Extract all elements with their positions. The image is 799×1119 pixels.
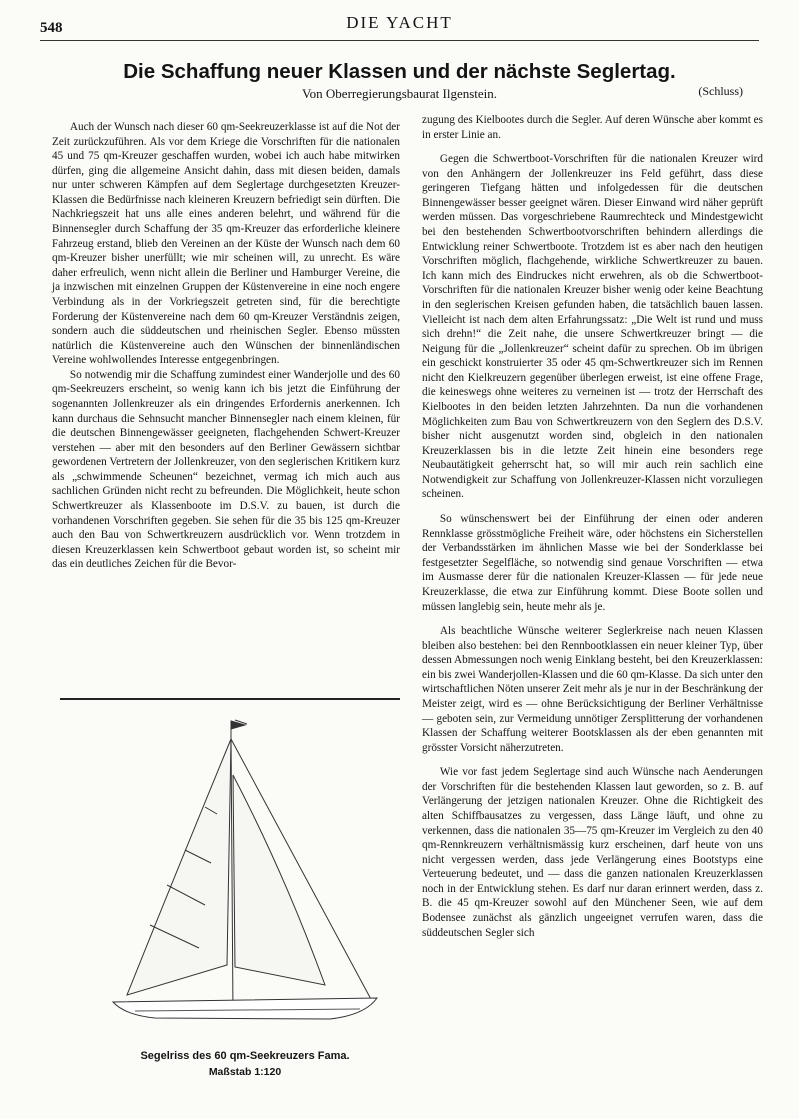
paragraph: Wie vor fast jedem Seglertage sind auch Wünsche nach Aenderungen der Vorschriften für die bestehenden Klassen laut geworden, so z. B. auf Verlängerung der jetzigen nationalen Kreuzer. Ohne die Richtigkeit des alten Schiffbausatzes zu vergessen, dass Länge läuft, und ohne zu verkennen, dass die nationalen 35—75 qm-Kreuzer im Vergleich zu den 40 qm-Rennkreuzern verhältnismässig kurz erscheinen, darf heute von uns nicht vergessen werden, dass jede Verlängerung eines Bootstyps eine Verteuerung bedeutet, und — dass die ganzen nationalen Kreuzerklassen noch in der Entwicklung stehen. Es darf nur daran erinnert werden, dass z. B. die 45 qm-Kreuzer sowohl auf den Münchener Seen, wie auf dem Bodensee zunächst als gänzlich ungeeignet verrufen waren, dass die süddeutschen Segler sich	[422, 766, 763, 939]
sail-plan-drawing	[95, 715, 395, 1037]
article-author: Von Oberregierungsbaurat Ilgenstein.	[301, 86, 498, 101]
left-column	[52, 120, 400, 572]
paragraph: Gegen die Schwertboot-Vorschriften für die nationalen Kreuzer wird von den Anhängern der Jollenkreuzer ins Feld geführt, dass diese geringeren Tiefgang hätten und infolgedessen für die deutschen Binnengewässer besser geeignet wären. Dieser Einwand wird näher geprüft werden müssen. Das vorgeschriebene Raumrechteck und Mindestgewicht bei den bestehenden Schwertbootvorschriften behindern allerdings die Entwicklung reiner Schwertboote. Trotzdem ist es aber nach den heutigen Vorschriften möglich, flachgehende, wirkliche Schwertkreuzer zu bauen. Ich kann mich des Eindruckes nicht erwehren, als ob die Schwertboot-Vorschriften für die nationalen Kreuzer bisher wenig oder keine Beachtung in den seglerischen Kreisen gefunden haben, die tatsächlich bauen lassen. Vielleicht ist nach dem alten Erfahrungssatz: „Die Welt ist rund und muss sich drehn!“ die Zeit nahe, die unsere Schwertkreuzer bringt — die Neigung für die „Jollenkreuzer“ scheint dafür zu sprechen. Ob im übrigen ein geschickt konstruierter 35 oder 45 qm-Schwertkreuzer sich im Rennen nicht den Kielkreuzern gegenüber überlegen erweist, ist eine offene Frage, die keineswegs ohne weiteres zu verneinen ist — trotz der Herrschaft des Kielbootes in den beiden letzten Jahrzehnten. Da nun die vorhandenen Möglichkeiten zum Bau von Schwertkreuzern von den Seglern des D.S.V. bisher nicht ausgenutzt worden sind, obgleich in den nationalen Kreuzerklassen bis in die letzte Zeit hinein eine besonders rege Neubautätigkeit geherrscht hat, so will mir auch rein sachlich eine Notwendigkeit zur Schaffung von Jollenkreuzer-Klassen nicht vorzuliegen scheinen.	[422, 153, 763, 501]
paragraph: So wünschenswert bei der Einführung der einen oder anderen Rennklasse grösstmögliche Freiheit wäre, oder höchstens ein Sicherstellen der Verbandsstärken im ähnlichen Masse wie bei der Sonderklasse bei festgesetzter Segelfläche, so notwendig sind genaue Vorschriften — etwa im Ausmasse derer für die nationalen Kreuzer-Klassen — für jede neue Kreuzerklasse, die etwa zur Einführung kommt. Diese Boote sollen und müssen langlebig sein, heute mehr als je.	[422, 513, 763, 613]
page-number: 548	[40, 20, 63, 36]
paragraph: Auch der Wunsch nach dieser 60 qm-Seekreuzerklasse ist auf die Not der Zeit zurückzuführen. Als vor dem Kriege die Vorschriften für die nationalen 45 und 75 qm-Kreuzer geschaffen wurden, wobei ich auch habe mitwirken dürfen, ging die allgemeine Ansicht dahin, dass mit diesen beiden, damals nur unter schweren Kämpfen auf dem Seglertage durchgesetzten Kreuzer-Klassen die Bedürfnisse nach kleineren Kreuzern befriedigt sein dürften. Die Nachkriegszeit hat uns alle eines anderen belehrt, und während für die Binnensegler durch Schaffung der 35 qm-Kreuzer das erforderliche kleinere Fahrzeug erstand, blieb den Vereinen an der Küste der Wunsch nach dem 60 qm-Kreuzer bisher unerfüllt; wie mir scheinen will, zu unrecht. Es wäre daher erfreulich, wenn nicht allein die Berliner und Hamburger Vereine, die ja inzwischen mit einzelnen Gruppen der Küstenvereine in eine noch engere Verbindung als in der Vorkriegszeit getreten sind, für die berechtigte Forderung der Küstenvereine nach dem 60 qm-Kreuzer Verständnis zeigen, sondern auch die süddeutschen und rheinischen Segler. Ebenso müssten natürlich die Küstenvereine auch den Wünschen der binnenländischen Vereine wohlwollendes Interesse entgegenbringen.	[52, 121, 400, 367]
continuation-note: (Schluss)	[698, 84, 743, 98]
figure-scale: Maßstab 1:120	[208, 1066, 282, 1078]
column-divider	[60, 698, 400, 700]
article-title: Die Schaffung neuer Klassen und der nächste Seglertag.	[123, 60, 676, 83]
paragraph: So notwendig mir die Schaffung zumindest einer Wanderjolle und des 60 qm-Seekreuzers erscheint, so wenig kann ich bis jetzt die Einführung der sogenannten Jollenkreuzer als ein dringendes Erfordernis anerkennen. Ich kann durchaus die Sehnsucht mancher Binnensegler nach einem kleinen, für die deutschen Binnengewässer geeigneten, flachgehenden Schwert-Kreuzer verstehen — aber mit den besonders auf den Berliner Gewässern sichtbar gewordenen Vertretern der Jollenkreuzer, von den seglerischen Kritikern kurz als „schwimmende Scheunen“ bezeichnet, vermag ich mich auch aus sachlichen Gründen nicht recht zu befreunden. Die Möglichkeit, heute schon Schwertkreuzer als Klassenboote im D.S.V. zu bauen, ist durch die vorhandenen Vorschriften gegeben. Sie sehen für die 35 bis 125 qm-Kreuzer auch den Bau von Schwertkreuzern ausdrücklich vor. Wenn trotzdem in diesen Kreuzerklassen kein Schwertboot gebaut worden ist, so scheint mir das ein deutliches Zeichen für die Bevor-	[52, 368, 400, 571]
figure-caption: Segelriss des 60 qm-Seekreuzers Fama.	[140, 1050, 350, 1062]
paragraph: zugung des Kielbootes durch die Segler. Auf deren Wünsche aber kommt es in erster Linie an.	[422, 114, 763, 141]
paragraph: Als beachtliche Wünsche weiterer Seglerkreise nach neuen Klassen bleiben also bestehen: bei den Rennbootklassen ein neuer kleiner Typ, über dessen Abmessungen noch wenig Einklang besteht, bei den Kreuzerklassen: ein bis zwei Wanderjollen-Klassen und die 60 qm-Klasse. Da sich unter den wirtschaftlichen Nöten unserer Zeit mehr als je nur in der Beschränkung der Meister zeigt, wird es — ohne Berücksichtigung der Berliner Verhältnisse — geboten sein, zur Vermeidung unnötiger Zersplitterung der vorhandenen Klassen der Schaffung weiterer Bootsklassen als der eben genannten mit grösster Vorsicht näherzutreten.	[422, 625, 763, 754]
right-column	[422, 113, 763, 940]
journal-title: DIE YACHT	[346, 13, 453, 32]
header-rule	[40, 40, 759, 41]
